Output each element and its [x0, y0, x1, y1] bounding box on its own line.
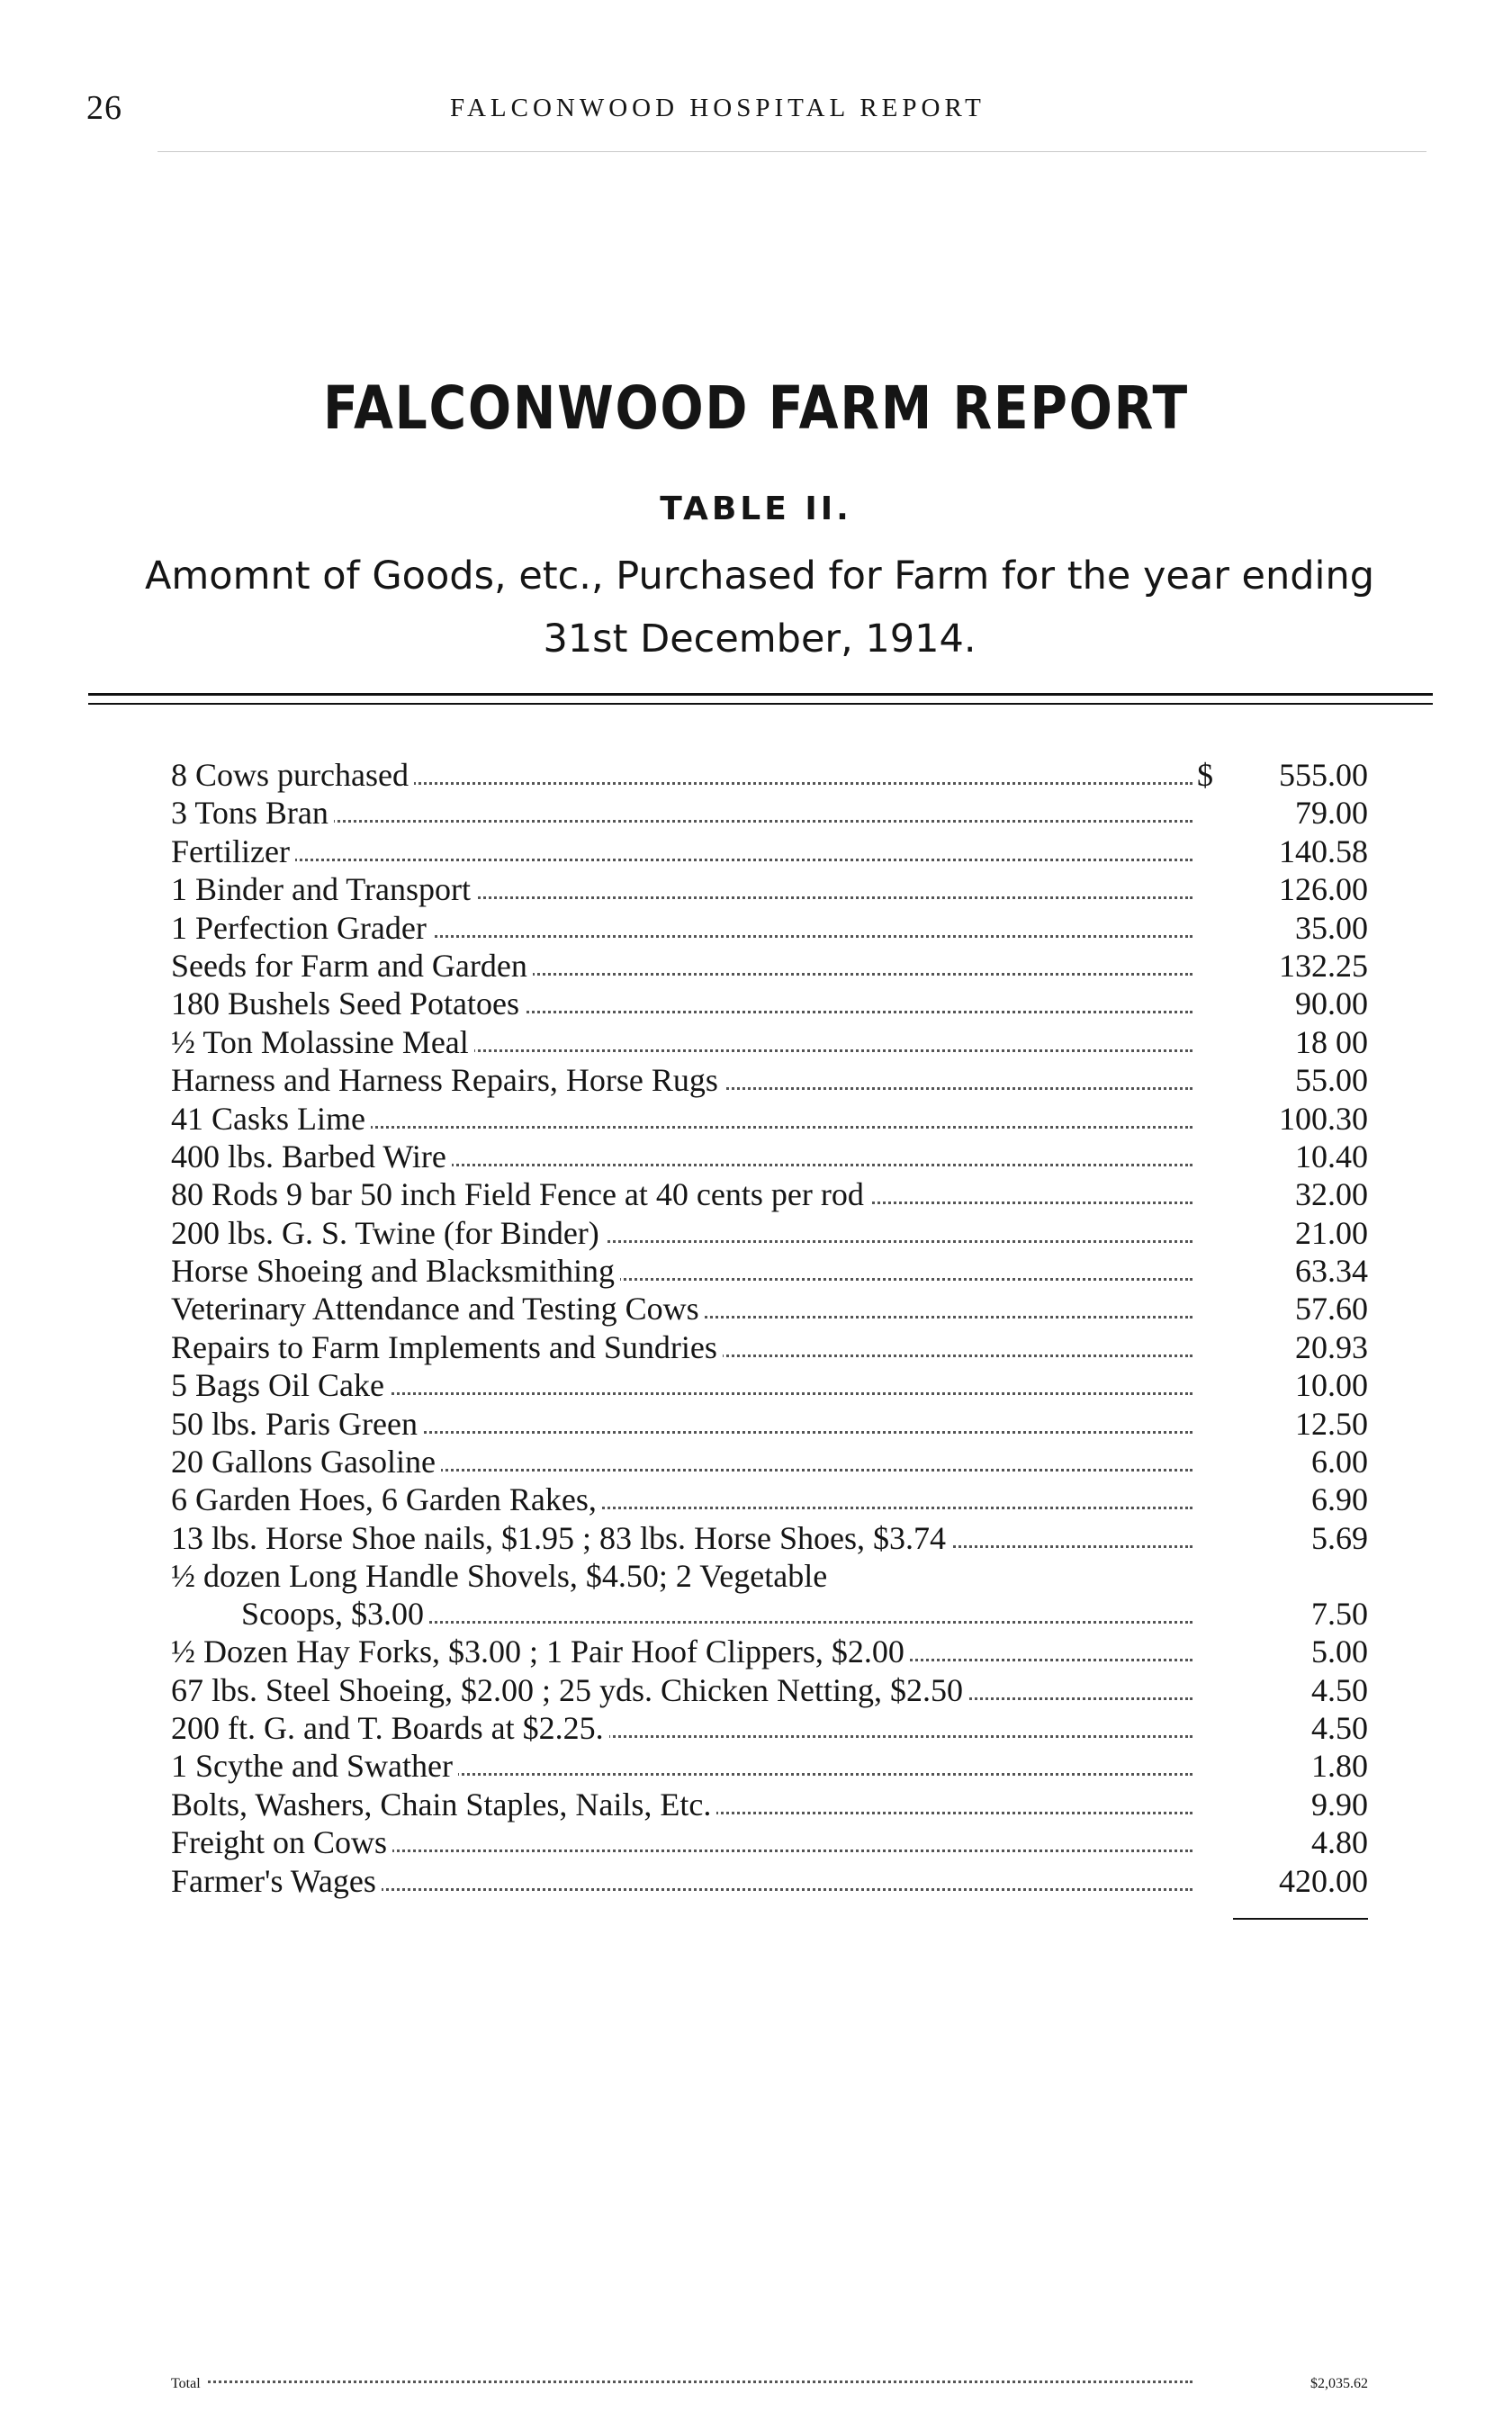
item-label-line	[171, 1405, 1192, 1443]
table-row	[171, 832, 1368, 870]
item-label: 8 Cows purchased	[171, 757, 414, 793]
item-label: ½ dozen Long Handle Shovels, $4.50; 2 Vegetable	[171, 1558, 832, 1594]
subtitle-line-1: Amomnt of Goods, etc., Purchased for Farm for the year ending	[144, 554, 1375, 598]
table-row	[171, 1405, 1368, 1443]
page-number: 26	[86, 89, 122, 127]
item-amount: 5.69	[1311, 1519, 1368, 1556]
item-label-line	[171, 1709, 1192, 1747]
item-amount: 1.80	[1311, 1748, 1368, 1785]
item-label-line	[171, 1633, 1192, 1670]
item-amount: 63.34	[1295, 1253, 1368, 1290]
item-amount: 4.50	[1311, 1671, 1368, 1708]
item-label-line	[171, 1175, 1192, 1213]
item-label-line	[171, 1671, 1192, 1709]
item-amount: 20.93	[1295, 1328, 1368, 1365]
table-row	[171, 1138, 1368, 1175]
item-amount: 21.00	[1295, 1214, 1368, 1251]
table-row	[171, 947, 1368, 985]
item-label: Freight on Cows	[171, 1824, 392, 1860]
table-row	[171, 909, 1368, 947]
item-amount: 100.30	[1279, 1100, 1368, 1137]
item-label-line	[171, 1519, 1192, 1557]
item-label: Seeds for Farm and Garden	[171, 948, 533, 984]
item-amount: 12.50	[1295, 1405, 1368, 1442]
item-label: 1 Perfection Grader	[171, 910, 432, 946]
item-label-line	[171, 1252, 1192, 1290]
item-label: ½ Dozen Hay Forks, $3.00 ; 1 Pair Hoof Clippers, $2.00	[171, 1634, 910, 1670]
item-amount: 10.00	[1295, 1367, 1368, 1404]
item-amount: 79.00	[1295, 795, 1368, 832]
table-row	[171, 1023, 1368, 1061]
table-row	[171, 870, 1368, 908]
table-row	[171, 1862, 1368, 1900]
item-label-line	[171, 1557, 1192, 1595]
item-amount: 18 00	[1295, 1023, 1368, 1060]
item-label: 180 Bushels Seed Potatoes	[171, 986, 525, 1022]
table-row	[171, 1786, 1368, 1823]
table-row	[171, 794, 1368, 832]
item-amount: 555.00	[1279, 757, 1368, 793]
item-amount: 6.00	[1311, 1444, 1368, 1480]
item-label-line	[171, 1480, 1192, 1518]
item-label-line	[171, 947, 1192, 985]
item-amount: 35.00	[1295, 909, 1368, 946]
item-label: 67 lbs. Steel Shoeing, $2.00 ; 25 yds. Chicken Netting, $2.50	[171, 1672, 968, 1708]
item-label-line	[171, 1823, 1192, 1861]
item-amount: 420.00	[1279, 1862, 1368, 1899]
table-row	[171, 1290, 1368, 1328]
item-label: 200 lbs. G. S. Twine (for Binder)	[171, 1215, 605, 1251]
total-amount: $2,035.62	[1310, 2376, 1368, 2391]
table-row	[171, 1443, 1368, 1480]
table-row	[171, 1366, 1368, 1404]
item-label-line	[171, 1023, 1192, 1061]
table-row	[171, 756, 1368, 794]
table-row	[171, 1480, 1368, 1518]
item-amount: 4.80	[1311, 1824, 1368, 1861]
item-label-cont: Scoops, $3.00	[241, 1596, 429, 1632]
item-label-line	[171, 1138, 1192, 1175]
item-amount: 6.90	[1311, 1481, 1368, 1518]
item-amount: 90.00	[1295, 986, 1368, 1022]
item-label: Bolts, Washers, Chain Staples, Nails, Etc.	[171, 1786, 716, 1822]
item-label-line	[171, 1366, 1192, 1404]
item-amount: 126.00	[1279, 871, 1368, 908]
item-label: ½ Ton Molassine Meal	[171, 1024, 474, 1060]
item-amount: 10.40	[1295, 1138, 1368, 1174]
leader-dots	[171, 2380, 1192, 2383]
item-label: 400 lbs. Barbed Wire	[171, 1138, 452, 1174]
item-label: Horse Shoeing and Blacksmithing	[171, 1253, 620, 1289]
table-row	[171, 1633, 1368, 1670]
item-label-line	[171, 1100, 1192, 1138]
table-row	[171, 1252, 1368, 1290]
item-amount: 55.00	[1295, 1062, 1368, 1099]
item-label-line	[171, 870, 1192, 908]
item-amount: 5.00	[1311, 1634, 1368, 1670]
table-label: TABLE II.	[660, 490, 852, 527]
item-label: 20 Gallons Gasoline	[171, 1444, 441, 1480]
table-row	[171, 1557, 1368, 1633]
table-row	[171, 1328, 1368, 1366]
item-label-line	[171, 1328, 1192, 1366]
item-label: Harness and Harness Repairs, Horse Rugs	[171, 1062, 724, 1098]
item-amount: 4.50	[1311, 1709, 1368, 1746]
currency-symbol: $	[1197, 757, 1213, 793]
table-row	[171, 1747, 1368, 1785]
item-label: 1 Binder and Transport	[171, 871, 476, 907]
table-row	[171, 1709, 1368, 1747]
item-label: 1 Scythe and Swather	[171, 1748, 458, 1784]
table-row	[171, 985, 1368, 1022]
item-label: 6 Garden Hoes, 6 Garden Rakes,	[171, 1481, 602, 1517]
item-amount: 140.58	[1279, 832, 1368, 869]
item-label: 3 Tons Bran	[171, 795, 334, 831]
total-label: Total	[171, 2376, 206, 2391]
item-amount: 32.00	[1295, 1176, 1368, 1213]
subtitle-line-2: 31st December, 1914.	[543, 616, 976, 662]
item-label-line	[171, 909, 1192, 947]
item-label: 41 Casks Lime	[171, 1101, 371, 1137]
item-label-line	[171, 1747, 1192, 1785]
item-label-line	[171, 985, 1192, 1022]
item-amount: 7.50	[1311, 1596, 1368, 1633]
item-label: 50 lbs. Paris Green	[171, 1406, 423, 1442]
item-label-continuation	[241, 1595, 1192, 1633]
header-rule	[158, 151, 1426, 152]
item-amount: 57.60	[1295, 1291, 1368, 1328]
item-label: Veterinary Attendance and Testing Cows	[171, 1291, 705, 1327]
item-amount: 132.25	[1279, 947, 1368, 984]
table-row	[171, 1175, 1368, 1213]
item-label-line	[171, 1290, 1192, 1328]
item-amount: 9.90	[1311, 1786, 1368, 1822]
table-subtitle	[86, 544, 1433, 670]
item-label: Farmer's Wages	[171, 1863, 382, 1899]
item-label: 200 ft. G. and T. Boards at $2.25.	[171, 1710, 609, 1746]
item-list	[171, 756, 1368, 1900]
item-label-line	[171, 1443, 1192, 1480]
page-title: FALCONWOOD FARM REPORT	[323, 374, 1189, 443]
leader-dots	[171, 859, 1192, 861]
table-row	[171, 1671, 1368, 1709]
item-label-line	[171, 756, 1192, 794]
item-label: 80 Rods 9 bar 50 inch Field Fence at 40 cents per rod	[171, 1176, 869, 1212]
total-label-line	[171, 2376, 1192, 2392]
item-label-line	[171, 1786, 1192, 1823]
sum-rule	[1233, 1918, 1368, 1920]
item-label-line	[171, 1862, 1192, 1900]
item-label: Repairs to Farm Implements and Sundries	[171, 1329, 723, 1365]
table-row	[171, 1214, 1368, 1252]
item-label-line	[171, 794, 1192, 832]
double-rule-divider	[88, 693, 1433, 705]
table-row	[171, 1519, 1368, 1557]
item-label-line	[171, 832, 1192, 870]
item-label: 13 lbs. Horse Shoe nails, $1.95 ; 83 lbs. Horse Shoes, $3.74	[171, 1520, 951, 1556]
running-head	[0, 0, 1512, 144]
running-title: FALCONWOOD HOSPITAL REPORT	[450, 94, 986, 122]
item-label-line	[171, 1061, 1192, 1099]
table-row	[171, 1823, 1368, 1861]
total-row	[171, 2376, 1368, 2421]
item-label-line	[171, 1214, 1192, 1252]
item-label: Fertilizer	[171, 833, 295, 869]
table-row	[171, 1100, 1368, 1138]
table-row	[171, 1061, 1368, 1099]
item-label: 5 Bags Oil Cake	[171, 1367, 390, 1403]
